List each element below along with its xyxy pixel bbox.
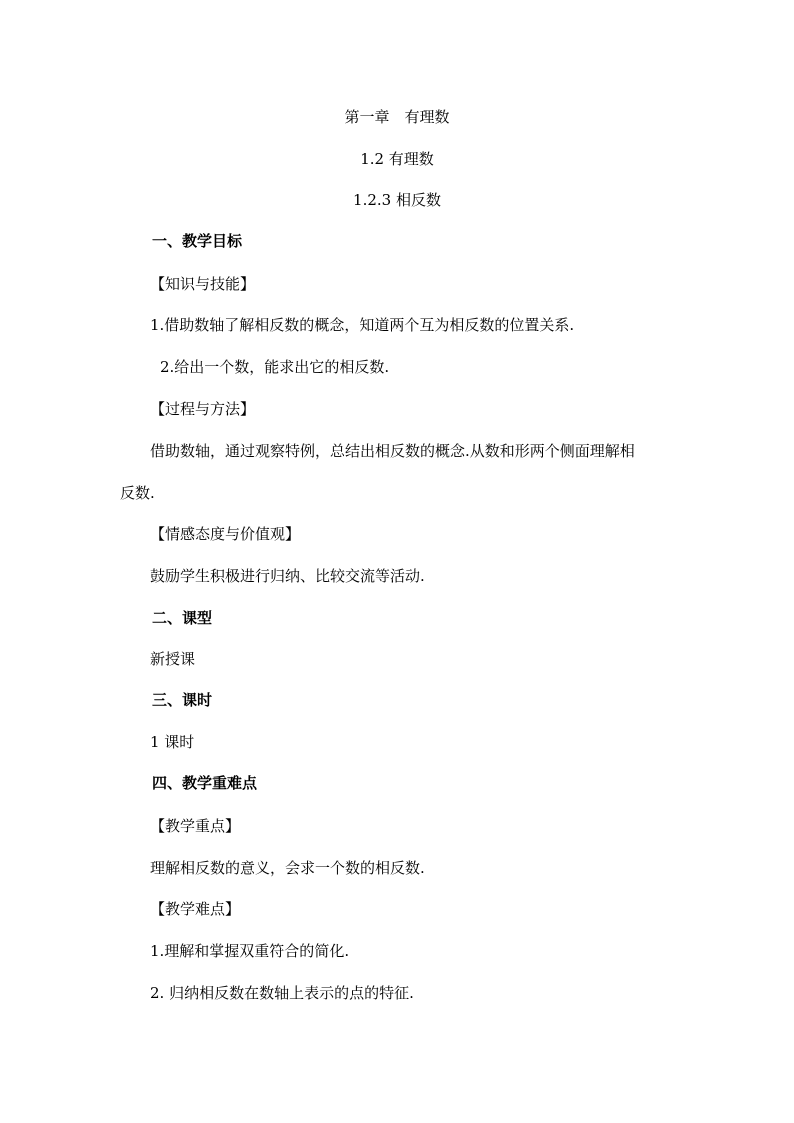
heading-class-hours: 三、课时 — [152, 691, 213, 709]
heading-key-difficult-points: 四、教学重难点 — [152, 774, 258, 792]
chapter-title: 第一章 有理数 — [344, 108, 450, 126]
difficult-item-2: 2. 归纳相反数在数轴上表示的点的特征. — [150, 984, 414, 1002]
section-title: 1.2 有理数 — [360, 150, 434, 168]
label-process-method: 【过程与方法】 — [150, 400, 256, 418]
key-points-text: 理解相反数的意义，会求一个数的相反数. — [150, 859, 425, 877]
label-knowledge-skills: 【知识与技能】 — [150, 275, 256, 293]
label-emotion-values: 【情感态度与价值观】 — [150, 525, 301, 543]
difficult-item-1: 1.理解和掌握双重符合的简化. — [150, 942, 350, 960]
process-text-line-2: 反数. — [120, 484, 155, 502]
label-difficult-points: 【教学难点】 — [150, 900, 241, 918]
heading-teaching-goals: 一、教学目标 — [152, 232, 243, 250]
subsection-title: 1.2.3 相反数 — [353, 191, 441, 209]
process-text-line-1: 借助数轴，通过观察特例，总结出相反数的概念.从数和形两个侧面理解相 — [150, 442, 635, 460]
knowledge-item-2: 2.给出一个数，能求出它的相反数. — [160, 358, 390, 376]
class-hours-text: 1 课时 — [150, 733, 195, 751]
knowledge-item-1: 1.借助数轴了解相反数的概念，知道两个互为相反数的位置关系. — [150, 316, 575, 334]
heading-lesson-type: 二、课型 — [152, 609, 213, 627]
label-key-points: 【教学重点】 — [150, 817, 241, 835]
lesson-type-text: 新授课 — [150, 650, 196, 668]
emotion-text: 鼓励学生积极进行归纳、比较交流等活动. — [150, 567, 425, 585]
